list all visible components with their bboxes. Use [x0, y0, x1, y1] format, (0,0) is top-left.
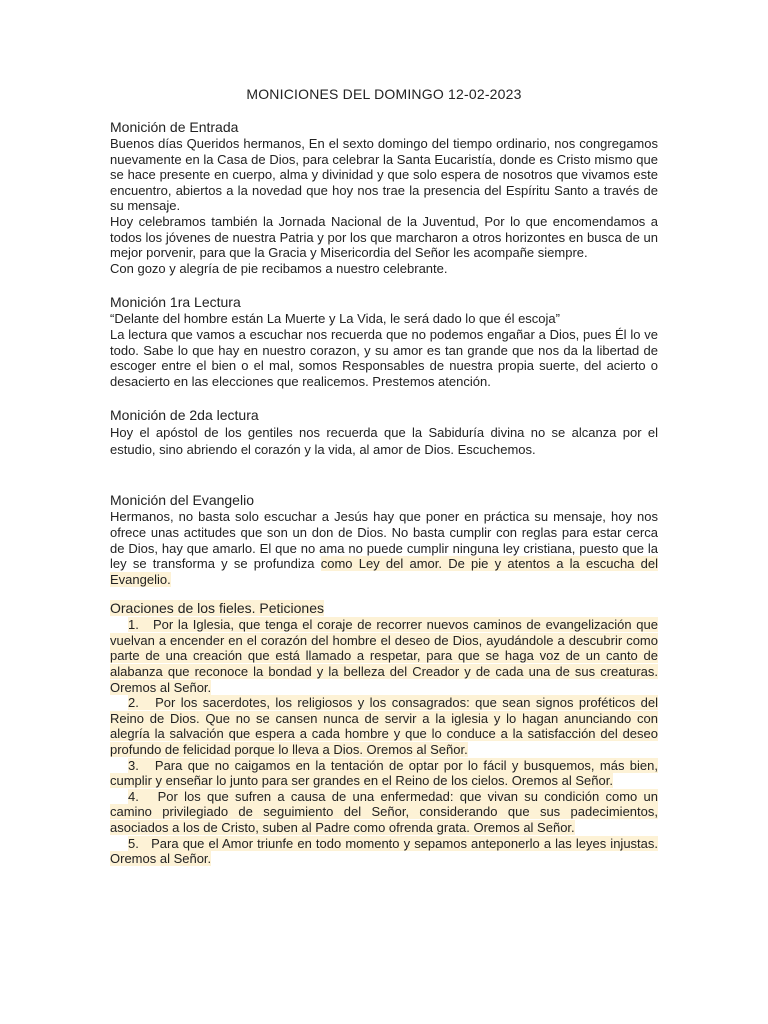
petition-item-3 — [110, 758, 658, 789]
paragraph-entrada-3: Con gozo y alegría de pie recibamos a nuestro celebrante. — [110, 260, 448, 276]
petition-text: Para que el Amor triunfe en todo momento y sepamos anteponerlo a las leyes injustas. Oremos al Señor. — [110, 835, 658, 867]
section-monicion-2da-lectura — [110, 406, 658, 458]
petition-item-5 — [110, 836, 658, 867]
paragraph-evangelio — [110, 509, 658, 587]
petition-text: Por los que sufren a causa de una enfermedad: que vivan su condición como un camino privilegiado de seguimiento del Señor, considerando que sus padecimientos, asociados a los de Cristo, suben al Padre como ofrenda grata. Oremos al Señor. — [110, 788, 658, 835]
petition-number: 5. — [128, 835, 139, 851]
quote-lectura1: “Delante del hombre están La Muerte y La Vida, le será dado lo que él escoja” — [110, 311, 560, 327]
paragraph-lectura2: Hoy el apóstol de los gentiles nos recuerda que la Sabiduría divina no se alcanza por el estudio, sino abriendo el corazón y la vida, al amor de Dios. Escuchemos. — [110, 425, 658, 458]
petition-text: Por los sacerdotes, los religiosos y los consagrados: que sean signos proféticos del Reino de Dios. Que no se cansen nunca de servir a la iglesia y lo hagan anunciando con alegría la salvación que espera a cada hombre y que lo conduce a la satisfacción del deseo profundo de felicidad porque lo lleva a Dios. Oremos al Señor. — [110, 695, 658, 758]
petition-number: 3. — [128, 757, 139, 773]
paragraph-entrada-2: Hoy celebramos también la Jornada Nacional de la Juventud, Por lo que encomendamos a todos los jóvenes de nuestra Patria y por los que marcharon a otros horizontes en busca de un mejor porvenir, para que la Gracia y Misericordia del Señor les acompañe siempre. — [110, 213, 658, 261]
section-heading-oraciones: Oraciones de los fieles. Peticiones — [110, 600, 324, 617]
paragraph-entrada-1: Buenos días Queridos hermanos, En el sexto domingo del tiempo ordinario, nos congregamos nuevamente en la Casa de Dios, para celebrar la Santa Eucaristía, donde es Cristo mismo que se hace presente en cuerpo, alma y divinidad y que solo espera de nosotros que vivamos este encuentro, abiertos a la novedad que hoy nos trae la presencia del Espíritu Santo a través de su mensaje. — [110, 136, 658, 214]
petition-number: 4. — [128, 788, 139, 804]
section-heading-evangelio: Monición del Evangelio — [110, 492, 254, 509]
section-heading-lectura2: Monición de 2da lectura — [110, 407, 259, 424]
section-monicion-evangelio — [110, 491, 658, 587]
petition-number: 2. — [128, 695, 139, 711]
petition-number: 1. — [128, 617, 139, 633]
section-oraciones-fieles — [110, 599, 658, 867]
petition-text: Para que no caigamos en la tentación de optar por lo fácil y busquemos, más bien, cumplir y enseñar lo junto para ser grandes en el Reino de los cielos. Oremos al Señor. — [110, 757, 658, 789]
document-title: MONICIONES DEL DOMINGO 12-02-2023 — [246, 86, 522, 102]
section-heading-entrada: Monición de Entrada — [110, 119, 239, 135]
section-monicion-1ra-lectura — [110, 293, 658, 389]
section-monicion-entrada — [110, 118, 658, 276]
petition-item-4 — [110, 789, 658, 836]
evangelio-highlighted-text: como Ley del amor. De pie y atentos a la escucha del Evangelio. — [110, 556, 658, 587]
section-heading-lectura1: Monición 1ra Lectura — [110, 294, 241, 311]
petition-item-2 — [110, 695, 658, 757]
paragraph-lectura1: La lectura que vamos a escuchar nos recuerda que no podemos engañar a Dios, pues Él lo ve todo. Sabe lo que hay en nuestro corazon, y su amor es tan grande que nos da la libertad de escoger entre el bien o el mal, somos Responsables de nuestra propia suerte, del acierto o desacierto en las elecciones que realicemos. Prestemos atención. — [110, 326, 658, 389]
petition-item-1 — [110, 617, 658, 695]
document-content — [110, 118, 658, 867]
petition-text: Por la Iglesia, que tenga el coraje de recorrer nuevos caminos de evangelización que vuelvan a encender en el corazón del hombre el deseo de Dios, ayudándole a descubrir como parte de una creación que está llamado a respetar, para que se haga voz de un canto de alabanza que reconoce la bondad y la belleza del Creador y de cada una de sus creaturas. Oremos al Señor. — [110, 617, 658, 695]
evangelio-text: Hermanos, no basta solo escuchar a Jesús hay que poner en práctica su mensaje, hoy nos ofrece unas actitudes que son un don de Dios. No basta cumplir con reglas para estar cerca de Dios, hay que amarlo. El que no ama no puede cumplir ninguna ley cristiana, puesto que la ley se transforma y se profundiza — [110, 509, 658, 572]
